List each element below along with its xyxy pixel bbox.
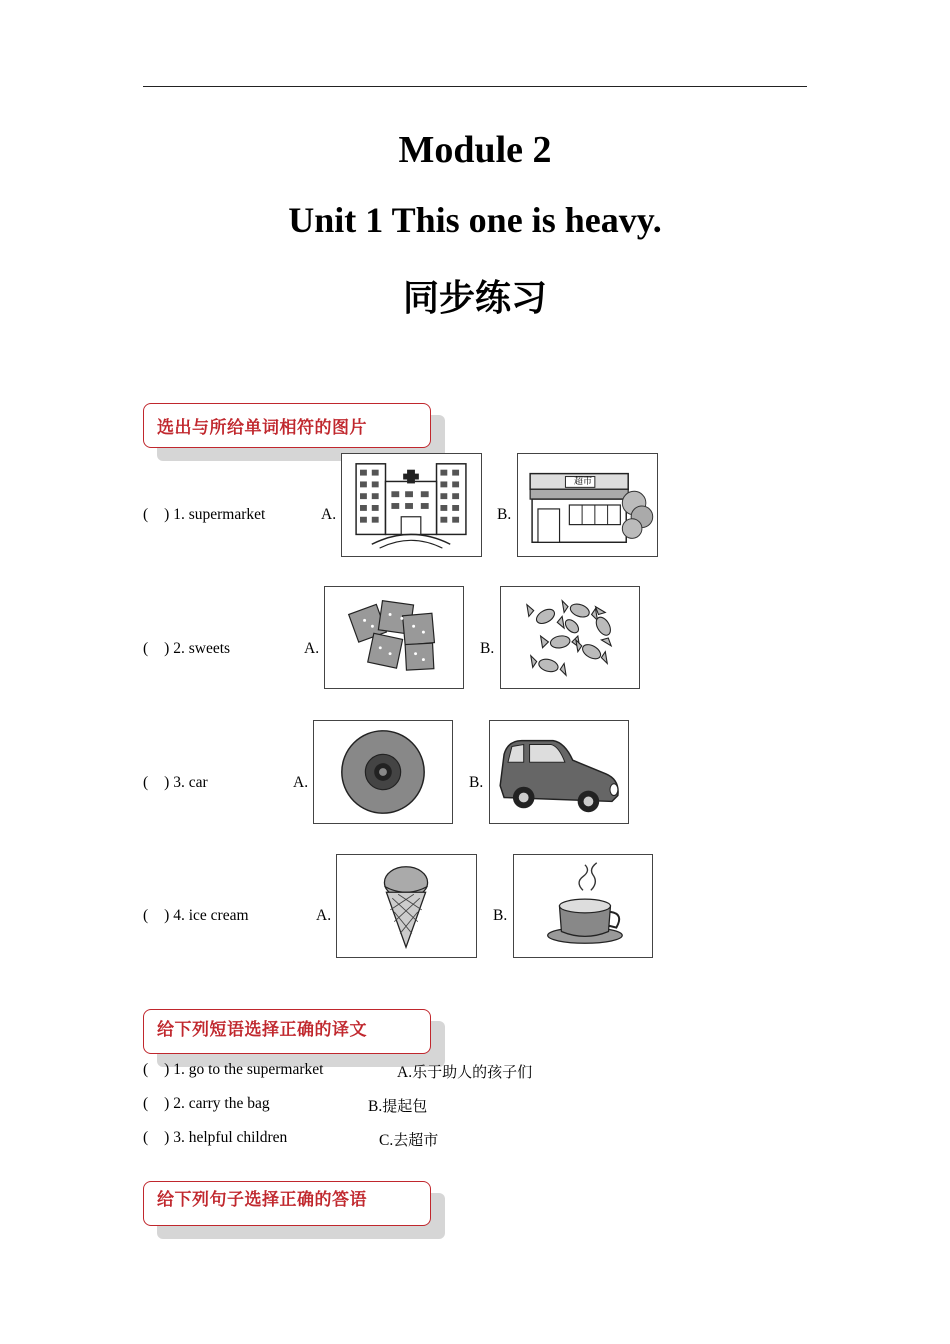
tyre-icon xyxy=(314,721,452,823)
answer-close-paren: ) xyxy=(164,1095,170,1112)
phrase-text: 2. carry the bag xyxy=(173,1095,270,1112)
option-text: 去超市 xyxy=(393,1131,439,1149)
q2-option-b-label: B. xyxy=(480,640,495,657)
q4-option-a-image[interactable] xyxy=(336,854,477,958)
answer-close-paren: ) xyxy=(164,640,170,657)
hospital-building-icon xyxy=(342,454,481,556)
q2-option-b-image[interactable] xyxy=(500,586,640,689)
phrase-text: 1. go to the supermarket xyxy=(173,1061,324,1078)
q3-option-b-label: B. xyxy=(469,774,484,791)
answer-open-paren: ( xyxy=(143,1129,149,1146)
section2-title: 给下列短语选择正确的译文 xyxy=(157,1020,367,1040)
q3-option-a-label: A. xyxy=(293,774,309,791)
section2-header xyxy=(143,1009,445,1067)
ice-cream-cone-icon xyxy=(337,855,476,957)
hot-drink-cup-icon xyxy=(514,855,652,957)
option-letter: B. xyxy=(368,1098,383,1115)
exercise-subtitle: 同步练习 xyxy=(402,278,547,319)
answer-open-paren: ( xyxy=(143,506,149,523)
phrase-item-1 xyxy=(143,1061,323,1079)
answer-open-paren: ( xyxy=(143,640,149,657)
q4-option-b-image[interactable] xyxy=(513,854,653,958)
section3-title: 给下列句子选择正确的答语 xyxy=(157,1190,367,1210)
question-text: 1. supermarket xyxy=(173,506,266,523)
phrase-item-3 xyxy=(143,1129,287,1147)
q2-option-a-label: A. xyxy=(304,640,320,657)
q1-option-b-label: B. xyxy=(497,506,512,523)
q1-option-a-image[interactable] xyxy=(341,453,482,557)
q2-option-a-image[interactable] xyxy=(324,586,464,689)
q1-option-a-label: A. xyxy=(321,506,337,523)
translation-option-b xyxy=(368,1095,427,1116)
q4-option-b-label: B. xyxy=(493,907,508,924)
question-1 xyxy=(143,506,265,524)
answer-open-paren: ( xyxy=(143,774,149,791)
answer-open-paren: ( xyxy=(143,1095,149,1112)
question-3 xyxy=(143,774,208,792)
option-letter: C. xyxy=(379,1132,394,1149)
question-text: 4. ice cream xyxy=(173,907,249,924)
phrase-item-2 xyxy=(143,1095,270,1113)
answer-close-paren: ) xyxy=(164,1129,170,1146)
answer-close-paren: ) xyxy=(164,907,170,924)
answer-open-paren: ( xyxy=(143,907,149,924)
answer-close-paren: ) xyxy=(164,1061,170,1078)
q3-option-a-image[interactable] xyxy=(313,720,453,824)
question-2 xyxy=(143,640,230,658)
wrapped-sweets-icon xyxy=(501,587,639,688)
option-text: 提起包 xyxy=(382,1097,428,1115)
answer-close-paren: ) xyxy=(164,506,170,523)
q1-option-b-image[interactable] xyxy=(517,453,658,557)
header-rule xyxy=(143,86,807,87)
store-sign-text: 超市 xyxy=(573,477,592,487)
translation-option-c xyxy=(379,1129,438,1150)
module-title: Module 2 xyxy=(398,129,552,171)
answer-open-paren: ( xyxy=(143,1061,149,1078)
unit-title: Unit 1 This one is heavy. xyxy=(288,200,662,240)
supermarket-store-icon xyxy=(518,454,657,556)
q3-option-b-image[interactable] xyxy=(489,720,629,824)
answer-close-paren: ) xyxy=(164,774,170,791)
car-icon xyxy=(490,721,628,823)
section3-header xyxy=(143,1181,445,1239)
option-letter: A. xyxy=(397,1064,413,1081)
phrase-text: 3. helpful children xyxy=(173,1129,288,1146)
option-text: 乐于助人的孩子们 xyxy=(412,1063,533,1081)
q4-option-a-label: A. xyxy=(316,907,332,924)
question-text: 3. car xyxy=(173,774,208,791)
question-4 xyxy=(143,907,249,925)
section1-title: 选出与所给单词相符的图片 xyxy=(157,418,367,438)
translation-option-a xyxy=(397,1061,532,1082)
question-text: 2. sweets xyxy=(173,640,231,657)
biscuits-icon xyxy=(325,587,463,688)
